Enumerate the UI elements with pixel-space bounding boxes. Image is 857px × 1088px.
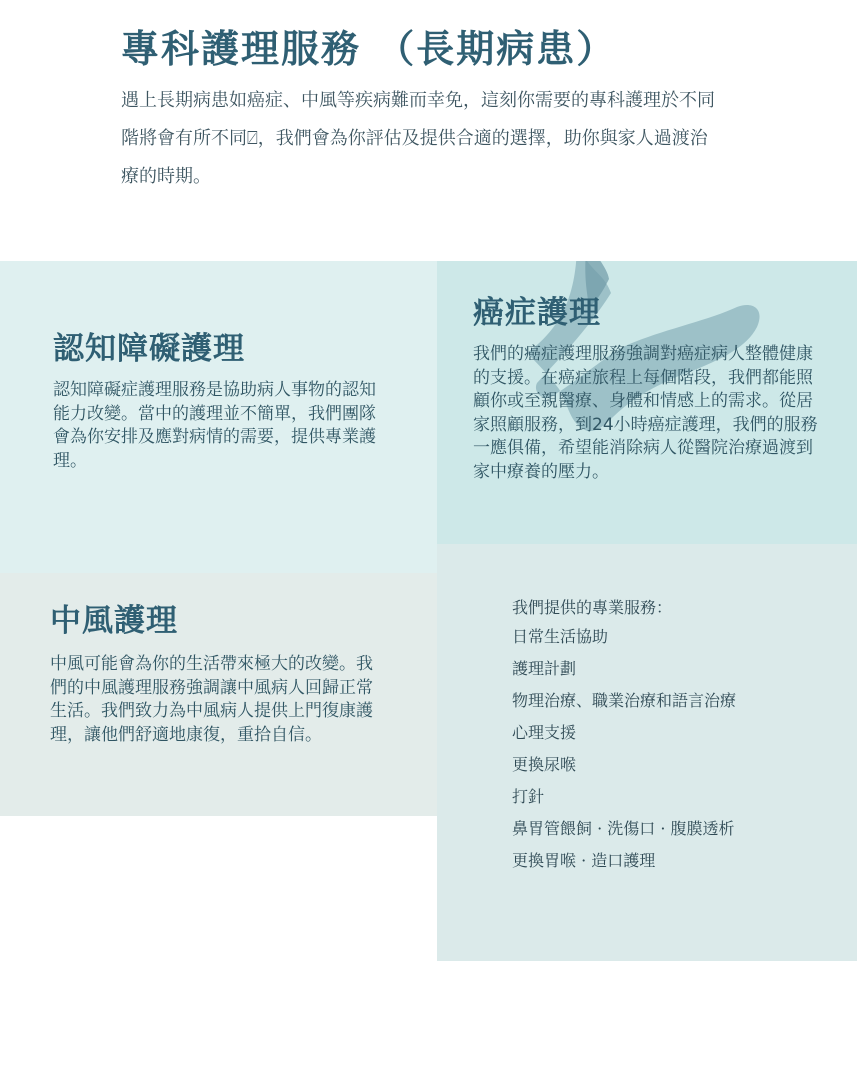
- list-item: 打針: [512, 787, 545, 806]
- cancer-care-title: 癌症護理: [473, 295, 601, 331]
- dementia-care-block: [0, 261, 437, 573]
- dementia-care-description: 認知障礙症護理服務是協助病人事物的認知能力改變。當中的護理並不簡單，我們團隊會為你安排及應對病情的需要，提供專業護理。: [53, 380, 376, 471]
- cancer-care-block: [437, 261, 857, 544]
- list-item: 護理計劃: [512, 659, 577, 678]
- stroke-care-title: 中風護理: [50, 603, 178, 639]
- services-list: [512, 627, 736, 883]
- page-title: 專科護理服務 （長期病患）: [121, 27, 617, 71]
- list-item: 心理支援: [512, 723, 577, 742]
- list-item: 更換尿喉: [512, 755, 577, 774]
- stroke-care-description: 中風可能會為你的生活帶來極大的改變。我們的中風護理服務強調讓中風病人回歸正常生活。我們致力為中風病人提供上門復康護理，讓他們舒適地康復，重拾自信。: [50, 654, 373, 745]
- dementia-care-title: 認知障礙護理: [53, 331, 245, 367]
- intro-paragraph: 遇上長期病患如癌症、中風等疾病難而幸免，這刻你需要的專科護理於不同階將會有所不同⍁，我們會為你評估及提供合適的選擇，助你與家人過渡治療的時期。: [121, 90, 715, 187]
- services-block: [437, 544, 857, 961]
- services-heading: 我們提供的專業服務：: [512, 598, 673, 617]
- list-item: 物理治療、職業治療和語言治療: [512, 691, 737, 710]
- list-item: 鼻胃管餵飼 · 洗傷口 · 腹膜透析: [512, 819, 735, 838]
- cancer-care-description: 我們的癌症護理服務強調對癌症病人整體健康的支援。在癌症旅程上每個階段，我們都能照顧你或至親醫療、身體和情感上的需求。從居家照顧服務，到24小時癌症護理，我們的服務一應俱備，希望能消除病人從醫院治療過渡到家中療養的壓力。: [473, 344, 818, 482]
- list-item: 日常生活協助: [512, 627, 609, 646]
- stroke-care-block: [0, 573, 437, 816]
- list-item: 更換胃喉 · 造口護理: [512, 851, 656, 870]
